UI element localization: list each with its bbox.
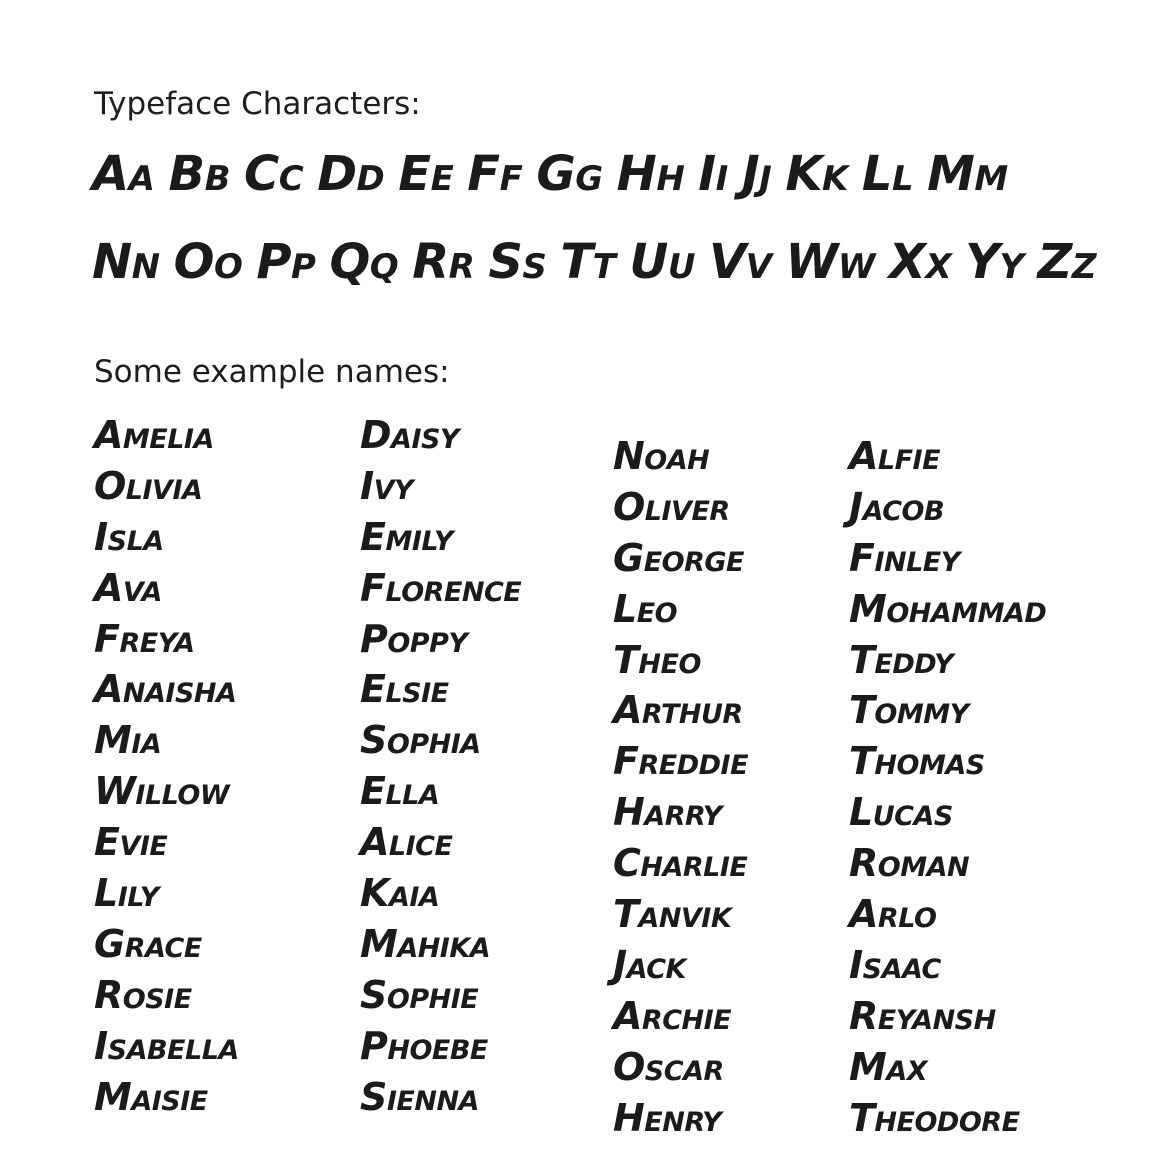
example-name: Poppy xyxy=(360,616,468,661)
glyph-upper: Y xyxy=(965,234,1000,290)
example-name: Olivia xyxy=(94,463,203,508)
glyph-upper: P xyxy=(256,234,292,290)
glyph-upper: K xyxy=(785,146,823,202)
example-name: Anaisha xyxy=(94,667,237,712)
example-name: Leo xyxy=(613,586,678,631)
example-name: Ivy xyxy=(360,463,414,508)
glyph-pair xyxy=(168,146,230,202)
glyph-upper: X xyxy=(888,234,926,290)
glyph-pair xyxy=(467,146,523,202)
glyph-pair xyxy=(708,234,772,290)
glyph-lower: t xyxy=(592,234,616,290)
glyph-lower: i xyxy=(715,146,728,202)
example-name: Oliver xyxy=(613,484,730,529)
example-name: Maisie xyxy=(94,1074,208,1119)
glyph-upper: C xyxy=(244,146,279,202)
glyph-lower: u xyxy=(667,234,695,290)
glyph-lower: l xyxy=(891,146,914,202)
glyph-pair xyxy=(329,234,399,290)
glyph-upper: L xyxy=(861,146,892,202)
glyph-upper: I xyxy=(698,146,716,202)
glyph-pair xyxy=(785,146,848,202)
example-name: Thomas xyxy=(849,739,985,784)
names-column-3 xyxy=(613,434,749,1149)
glyph-upper: O xyxy=(173,234,214,290)
example-name: Lucas xyxy=(849,790,953,835)
glyph-lower: a xyxy=(128,146,155,202)
example-name: Evie xyxy=(94,820,168,865)
glyph-pair xyxy=(92,234,160,290)
example-name: Emily xyxy=(360,514,453,559)
glyph-upper: D xyxy=(317,146,357,202)
glyph-lower: p xyxy=(291,234,316,290)
glyph-lower: m xyxy=(974,146,1008,202)
example-name: George xyxy=(613,535,744,580)
example-name: Freya xyxy=(94,616,195,661)
example-name: Freddie xyxy=(613,739,749,784)
example-name: Rosie xyxy=(94,972,192,1017)
example-name: Jacob xyxy=(849,484,945,529)
example-name: Theo xyxy=(613,637,701,682)
glyph-pair xyxy=(173,234,243,290)
glyph-upper: F xyxy=(467,146,500,202)
glyph-upper: A xyxy=(92,146,129,202)
glyph-lower: x xyxy=(925,234,952,290)
glyph-lower: z xyxy=(1071,234,1097,290)
glyph-pair xyxy=(698,146,728,202)
glyph-pair xyxy=(741,146,772,202)
example-name: Tanvik xyxy=(613,892,732,937)
example-name: Charlie xyxy=(613,841,748,886)
glyph-lower: k xyxy=(822,146,848,202)
glyph-lower: q xyxy=(369,234,399,290)
example-name: Kaia xyxy=(360,871,440,916)
example-name: Henry xyxy=(613,1095,722,1140)
glyph-pair xyxy=(256,234,316,290)
example-name: Noah xyxy=(613,434,710,478)
example-name: Lily xyxy=(94,871,159,916)
example-name: Isaac xyxy=(849,942,941,987)
example-name: Oscar xyxy=(613,1044,724,1089)
example-name: Archie xyxy=(613,993,732,1038)
glyph-lower: d xyxy=(356,146,385,202)
example-name: Ava xyxy=(94,565,162,610)
example-name: Mia xyxy=(94,718,162,763)
glyph-lower: s xyxy=(522,234,547,290)
example-name: Mahika xyxy=(360,921,491,966)
example-name: Ella xyxy=(360,769,440,814)
example-name: Isla xyxy=(94,514,164,559)
example-name: Phoebe xyxy=(360,1023,488,1068)
example-name: Alfie xyxy=(849,434,941,478)
glyph-pair xyxy=(888,234,952,290)
glyph-upper: T xyxy=(560,234,593,290)
glyph-upper: Z xyxy=(1037,234,1072,290)
example-name: Willow xyxy=(94,769,230,814)
glyph-upper: G xyxy=(536,146,576,202)
glyph-lower: j xyxy=(759,146,772,202)
glyph-pair xyxy=(536,146,603,202)
example-name: Arthur xyxy=(613,688,743,733)
glyph-pair xyxy=(560,234,616,290)
example-name: Theodore xyxy=(849,1095,1020,1140)
glyph-upper: N xyxy=(92,234,132,290)
glyph-lower: e xyxy=(430,146,454,202)
glyph-pair xyxy=(1037,234,1097,290)
glyph-pair xyxy=(861,146,914,202)
example-name: Roman xyxy=(849,841,970,886)
glyph-pair xyxy=(244,146,304,202)
glyph-pair xyxy=(412,234,475,290)
example-name: Elsie xyxy=(360,667,449,712)
names-column-2 xyxy=(360,413,522,1128)
glyph-lower: g xyxy=(575,146,603,202)
glyph-pair xyxy=(785,234,875,290)
glyph-pair xyxy=(927,146,1008,202)
glyph-upper: W xyxy=(785,234,838,290)
example-name: Teddy xyxy=(849,637,954,682)
glyph-lower: w xyxy=(837,234,875,290)
alphabet-row-1 xyxy=(92,146,1022,202)
example-name: Alice xyxy=(360,820,453,865)
example-name: Reyansh xyxy=(849,993,996,1038)
glyph-upper: U xyxy=(629,234,668,290)
glyph-upper: S xyxy=(488,234,523,290)
example-name: Tommy xyxy=(849,688,969,733)
glyph-upper: V xyxy=(708,234,746,290)
example-name: Max xyxy=(849,1044,928,1089)
example-name: Jack xyxy=(613,942,686,987)
example-name: Grace xyxy=(94,921,202,966)
names-column-4 xyxy=(849,434,1047,1149)
glyph-lower: r xyxy=(448,234,475,290)
example-name: Isabella xyxy=(94,1023,239,1068)
glyph-lower: b xyxy=(204,146,230,202)
glyph-lower: h xyxy=(656,146,685,202)
example-name: Arlo xyxy=(849,892,937,937)
example-name: Mohammad xyxy=(849,586,1047,631)
glyph-lower: y xyxy=(999,234,1024,290)
glyph-lower: f xyxy=(499,146,523,202)
glyph-upper: B xyxy=(168,146,205,202)
glyph-pair xyxy=(965,234,1024,290)
glyph-pair xyxy=(317,146,385,202)
names-column-1 xyxy=(94,413,239,1128)
glyph-upper: H xyxy=(616,146,657,202)
glyph-lower: n xyxy=(131,234,160,290)
glyph-pair xyxy=(488,234,547,290)
glyph-pair xyxy=(629,234,695,290)
glyph-upper: M xyxy=(927,146,975,202)
example-name: Sophia xyxy=(360,718,481,763)
glyph-lower: o xyxy=(213,234,243,290)
example-name: Amelia xyxy=(94,413,214,457)
glyph-lower: c xyxy=(278,146,304,202)
example-name: Daisy xyxy=(360,413,459,457)
example-name: Finley xyxy=(849,535,960,580)
example-name: Sienna xyxy=(360,1074,479,1119)
glyph-upper: E xyxy=(398,146,431,202)
glyph-upper: J xyxy=(741,146,760,202)
glyph-pair xyxy=(92,146,155,202)
glyph-upper: Q xyxy=(329,234,370,290)
alphabet-row-2 xyxy=(92,234,1110,290)
glyph-lower: v xyxy=(745,234,772,290)
example-name: Florence xyxy=(360,565,522,610)
glyph-pair xyxy=(398,146,454,202)
typeface-characters-label: Typeface Characters: xyxy=(94,86,421,122)
example-name: Harry xyxy=(613,790,722,835)
glyph-upper: R xyxy=(412,234,449,290)
example-names-label: Some example names: xyxy=(94,354,450,390)
glyph-pair xyxy=(616,146,685,202)
example-name: Sophie xyxy=(360,972,479,1017)
